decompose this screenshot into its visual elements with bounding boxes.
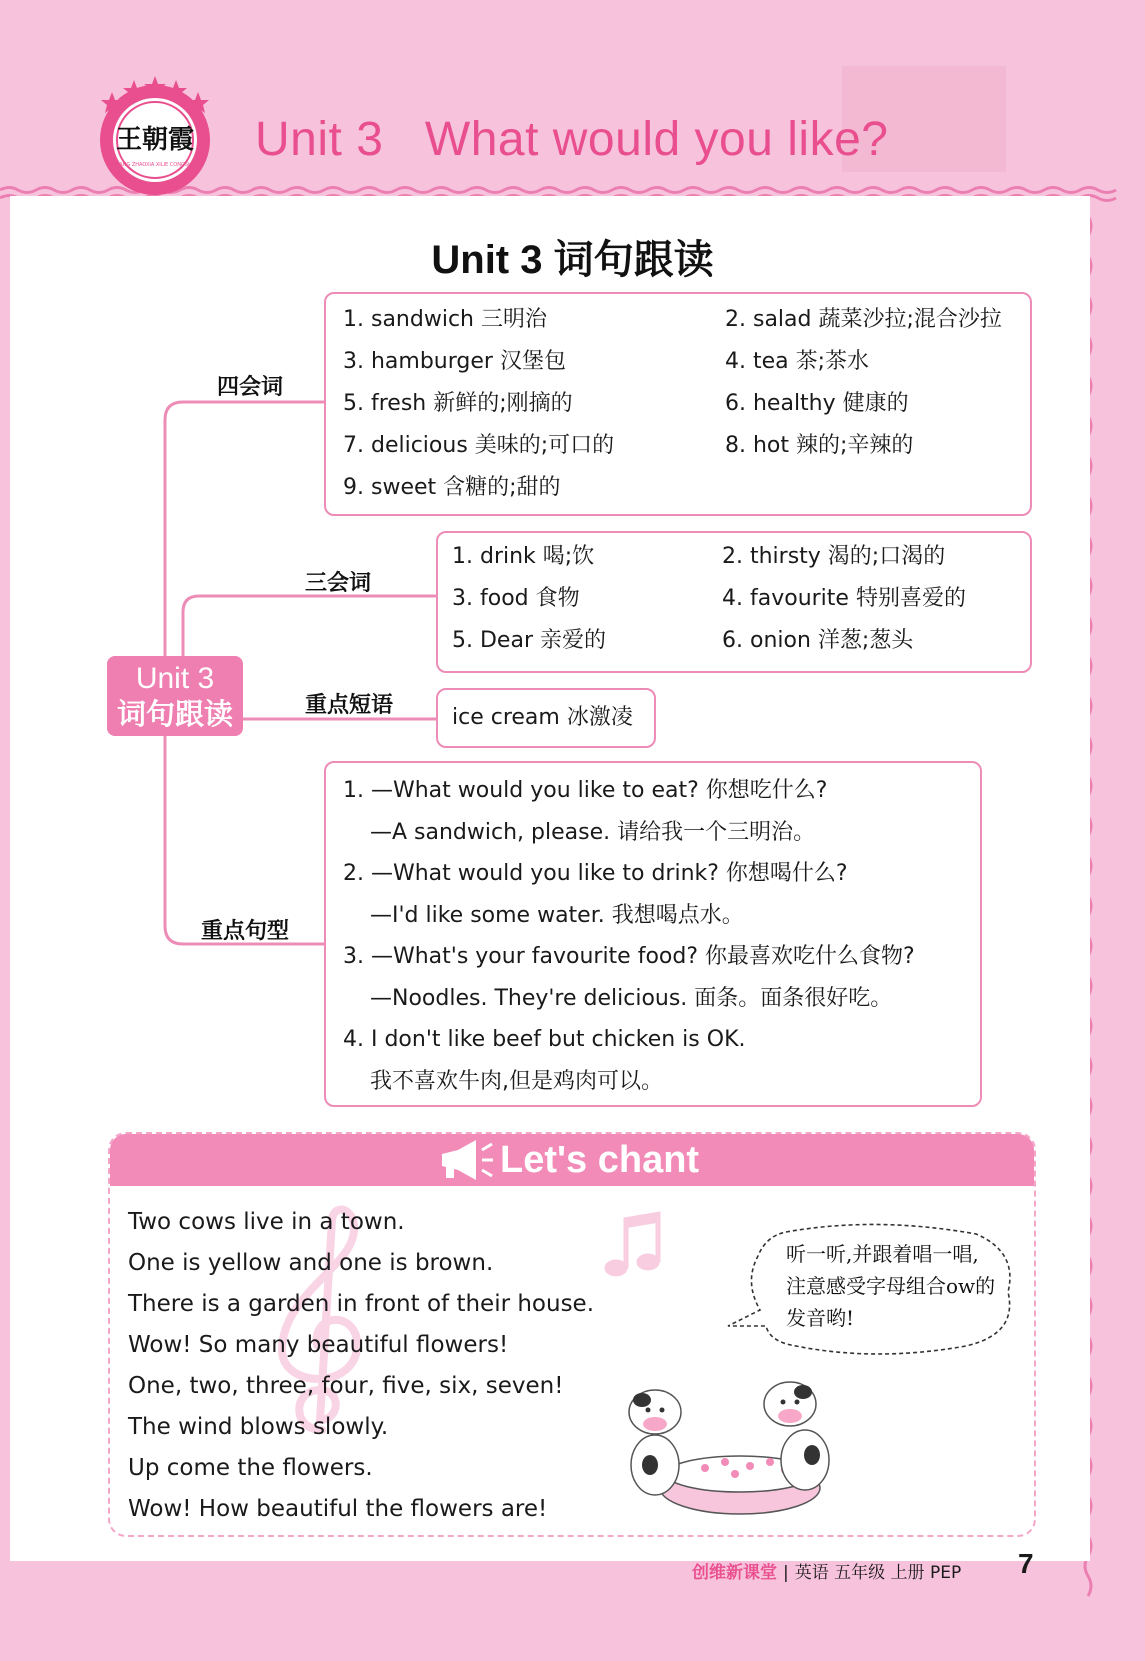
sentence-line: —I'd like some water. 我想喝点水。 (370, 902, 744, 928)
sentence-line: 1. —What would you like to eat? 你想吃什么? (343, 778, 828, 803)
vocab-item: 6. onion 洋葱;葱头 (722, 628, 914, 653)
footer-brand: 创维新课堂 (692, 1563, 777, 1583)
section-title: Unit 3 词句跟读 (431, 238, 714, 282)
chant-line: There is a garden in front of their house. (128, 1291, 595, 1317)
chant-title: Let's chant (500, 1139, 700, 1181)
cows-illustration (600, 1370, 850, 1520)
vocab-item: 2. salad 蔬菜沙拉;混合沙拉 (725, 307, 1002, 332)
page-number: 7 (1018, 1548, 1034, 1579)
sentences-box (324, 761, 982, 1107)
vocab-item: 8. hot 辣的;辛辣的 (725, 433, 914, 458)
sentence-line: 2. —What would you like to drink? 你想喝什么? (343, 861, 848, 886)
vocab-item: 2. thirsty 渴的;口渴的 (722, 544, 946, 569)
chant-line: The wind blows slowly. (128, 1414, 389, 1440)
unit-title: Unit 3 What would you like? (255, 113, 889, 166)
sentence-line: —A sandwich, please. 请给我一个三明治。 (370, 819, 816, 845)
chant-lyrics (128, 1202, 594, 1530)
center-title: Unit 3 (135, 662, 215, 695)
vocab-item: 1. drink 喝;饮 (452, 544, 595, 569)
sentence-line: 我不喜欢牛肉,但是鸡肉可以。 (370, 1068, 663, 1094)
megaphone-icon (436, 1138, 494, 1182)
three-skill-label: 三会词 (305, 571, 372, 596)
mindmap-center (107, 656, 243, 736)
footer: 创维新课堂 | 英语 五年级 上册 PEP (692, 1563, 962, 1583)
four-skill-label: 四会词 (217, 375, 284, 400)
vocab-item: 5. fresh 新鲜的;刚摘的 (343, 391, 573, 416)
sentence-line: 3. —What's your favourite food? 你最喜欢吃什么食物? (343, 944, 915, 969)
phrases-box (436, 688, 656, 748)
vocab-item: 7. delicious 美味的;可口的 (343, 433, 615, 458)
vocab-item: 4. tea 茶;茶水 (725, 349, 870, 374)
vocab-item: 4. favourite 特别喜爱的 (722, 586, 966, 611)
chant-line: Up come the flowers. (128, 1455, 373, 1481)
phrase-item: ice cream 冰激凌 (452, 705, 633, 730)
vocab-item: 3. hamburger 汉堡包 (343, 349, 566, 374)
sentence-line: —Noodles. They're delicious. 面条。面条很好吃。 (370, 985, 893, 1011)
vocab-item: 3. food 食物 (452, 586, 580, 611)
four-skill-box (324, 292, 1032, 516)
sentences-label: 重点句型 (201, 919, 290, 944)
logo-ring-text: WANG ZHAOXIA XILIE CONGSHU (114, 162, 196, 168)
phrases-label: 重点短语 (305, 693, 394, 718)
chant-line: Wow! How beautiful the flowers are! (128, 1496, 548, 1522)
music-note-icon (602, 1210, 662, 1280)
sentence-line: 4. I don't like beef but chicken is OK. (343, 1027, 746, 1052)
bubble-text: 听一听,并跟着唱一唱,注意感受字母组合ow的发音哟! (786, 1242, 996, 1330)
vocab-item: 6. healthy 健康的 (725, 391, 909, 416)
footer-subject: 英语 五年级 上册 PEP (794, 1563, 962, 1583)
chant-line: One is yellow and one is brown. (128, 1250, 494, 1276)
logo-text: 王朝霞 (115, 125, 195, 155)
chant-line: Wow! So many beautiful flowers! (128, 1332, 509, 1358)
vocab-item: 9. sweet 含糖的;甜的 (343, 475, 561, 500)
center-subtitle: 词句跟读 (116, 699, 233, 731)
three-skill-box (436, 531, 1032, 673)
chant-line: Two cows live in a town. (128, 1209, 405, 1235)
vocab-item: 1. sandwich 三明治 (343, 307, 547, 332)
vocab-item: 5. Dear 亲爱的 (452, 628, 606, 653)
chant-line: One, two, three, four, five, six, seven! (128, 1373, 564, 1399)
